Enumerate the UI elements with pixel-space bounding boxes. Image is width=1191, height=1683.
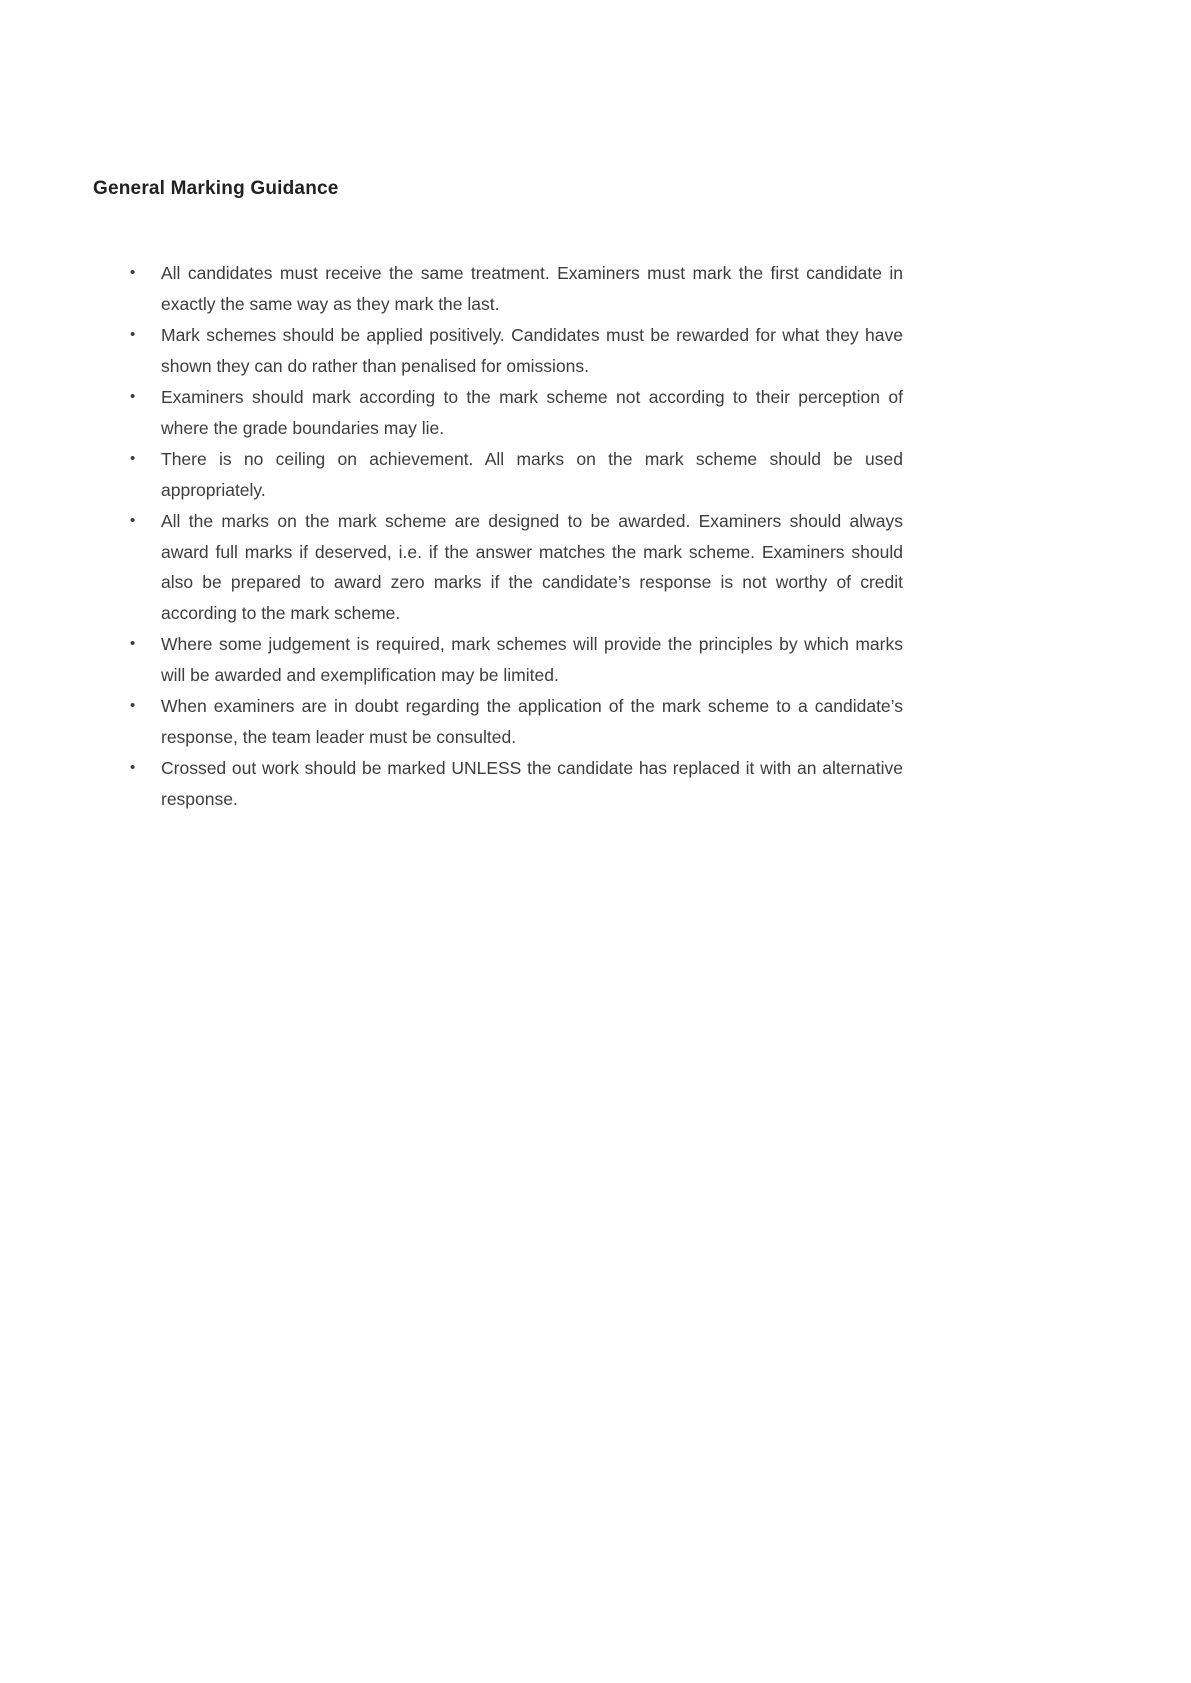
- list-item-text: Crossed out work should be marked UNLESS the candidate has replaced it with an alternative response.: [161, 758, 903, 809]
- list-item: [128, 691, 903, 752]
- list-item-text: Mark schemes should be applied positively. Candidates must be rewarded for what they have shown they can do rather than penalised for omissions.: [161, 325, 903, 376]
- guidance-bullet-list: [128, 258, 903, 815]
- bullet-icon: •: [130, 388, 136, 405]
- list-item: [128, 258, 903, 319]
- list-item-text: When examiners are in doubt regarding the application of the mark scheme to a candidate’s response, the team leader must be consulted.: [161, 696, 903, 747]
- bullet-icon: •: [130, 759, 136, 776]
- list-item-text: Examiners should mark according to the mark scheme not according to their perception of where the grade boundaries may lie.: [161, 387, 903, 438]
- list-item: [128, 444, 903, 505]
- bullet-icon: •: [130, 512, 136, 529]
- list-item: [128, 382, 903, 443]
- bullet-icon: •: [130, 326, 136, 343]
- list-item-text: All the marks on the mark scheme are designed to be awarded. Examiners should always award full marks if deserved, i.e. if the answer matches the mark scheme. Examiners should also be prepared to award zero marks if the candidate’s response is not worthy of credit according to the mark scheme.: [161, 511, 903, 623]
- list-item-text: There is no ceiling on achievement. All marks on the mark scheme should be used appropriately.: [161, 449, 903, 500]
- bullet-icon: •: [130, 264, 136, 281]
- list-item: [128, 629, 903, 690]
- list-item-text: Where some judgement is required, mark schemes will provide the principles by which marks will be awarded and exemplification may be limited.: [161, 634, 903, 685]
- bullet-icon: •: [130, 450, 136, 467]
- list-item-text: All candidates must receive the same treatment. Examiners must mark the first candidate in exactly the same way as they mark the last.: [161, 263, 903, 314]
- bullet-icon: •: [130, 697, 136, 714]
- list-item: [128, 320, 903, 381]
- list-item: [128, 506, 903, 628]
- bullet-icon: •: [130, 635, 136, 652]
- page-title: General Marking Guidance: [93, 178, 339, 199]
- list-item: [128, 753, 903, 814]
